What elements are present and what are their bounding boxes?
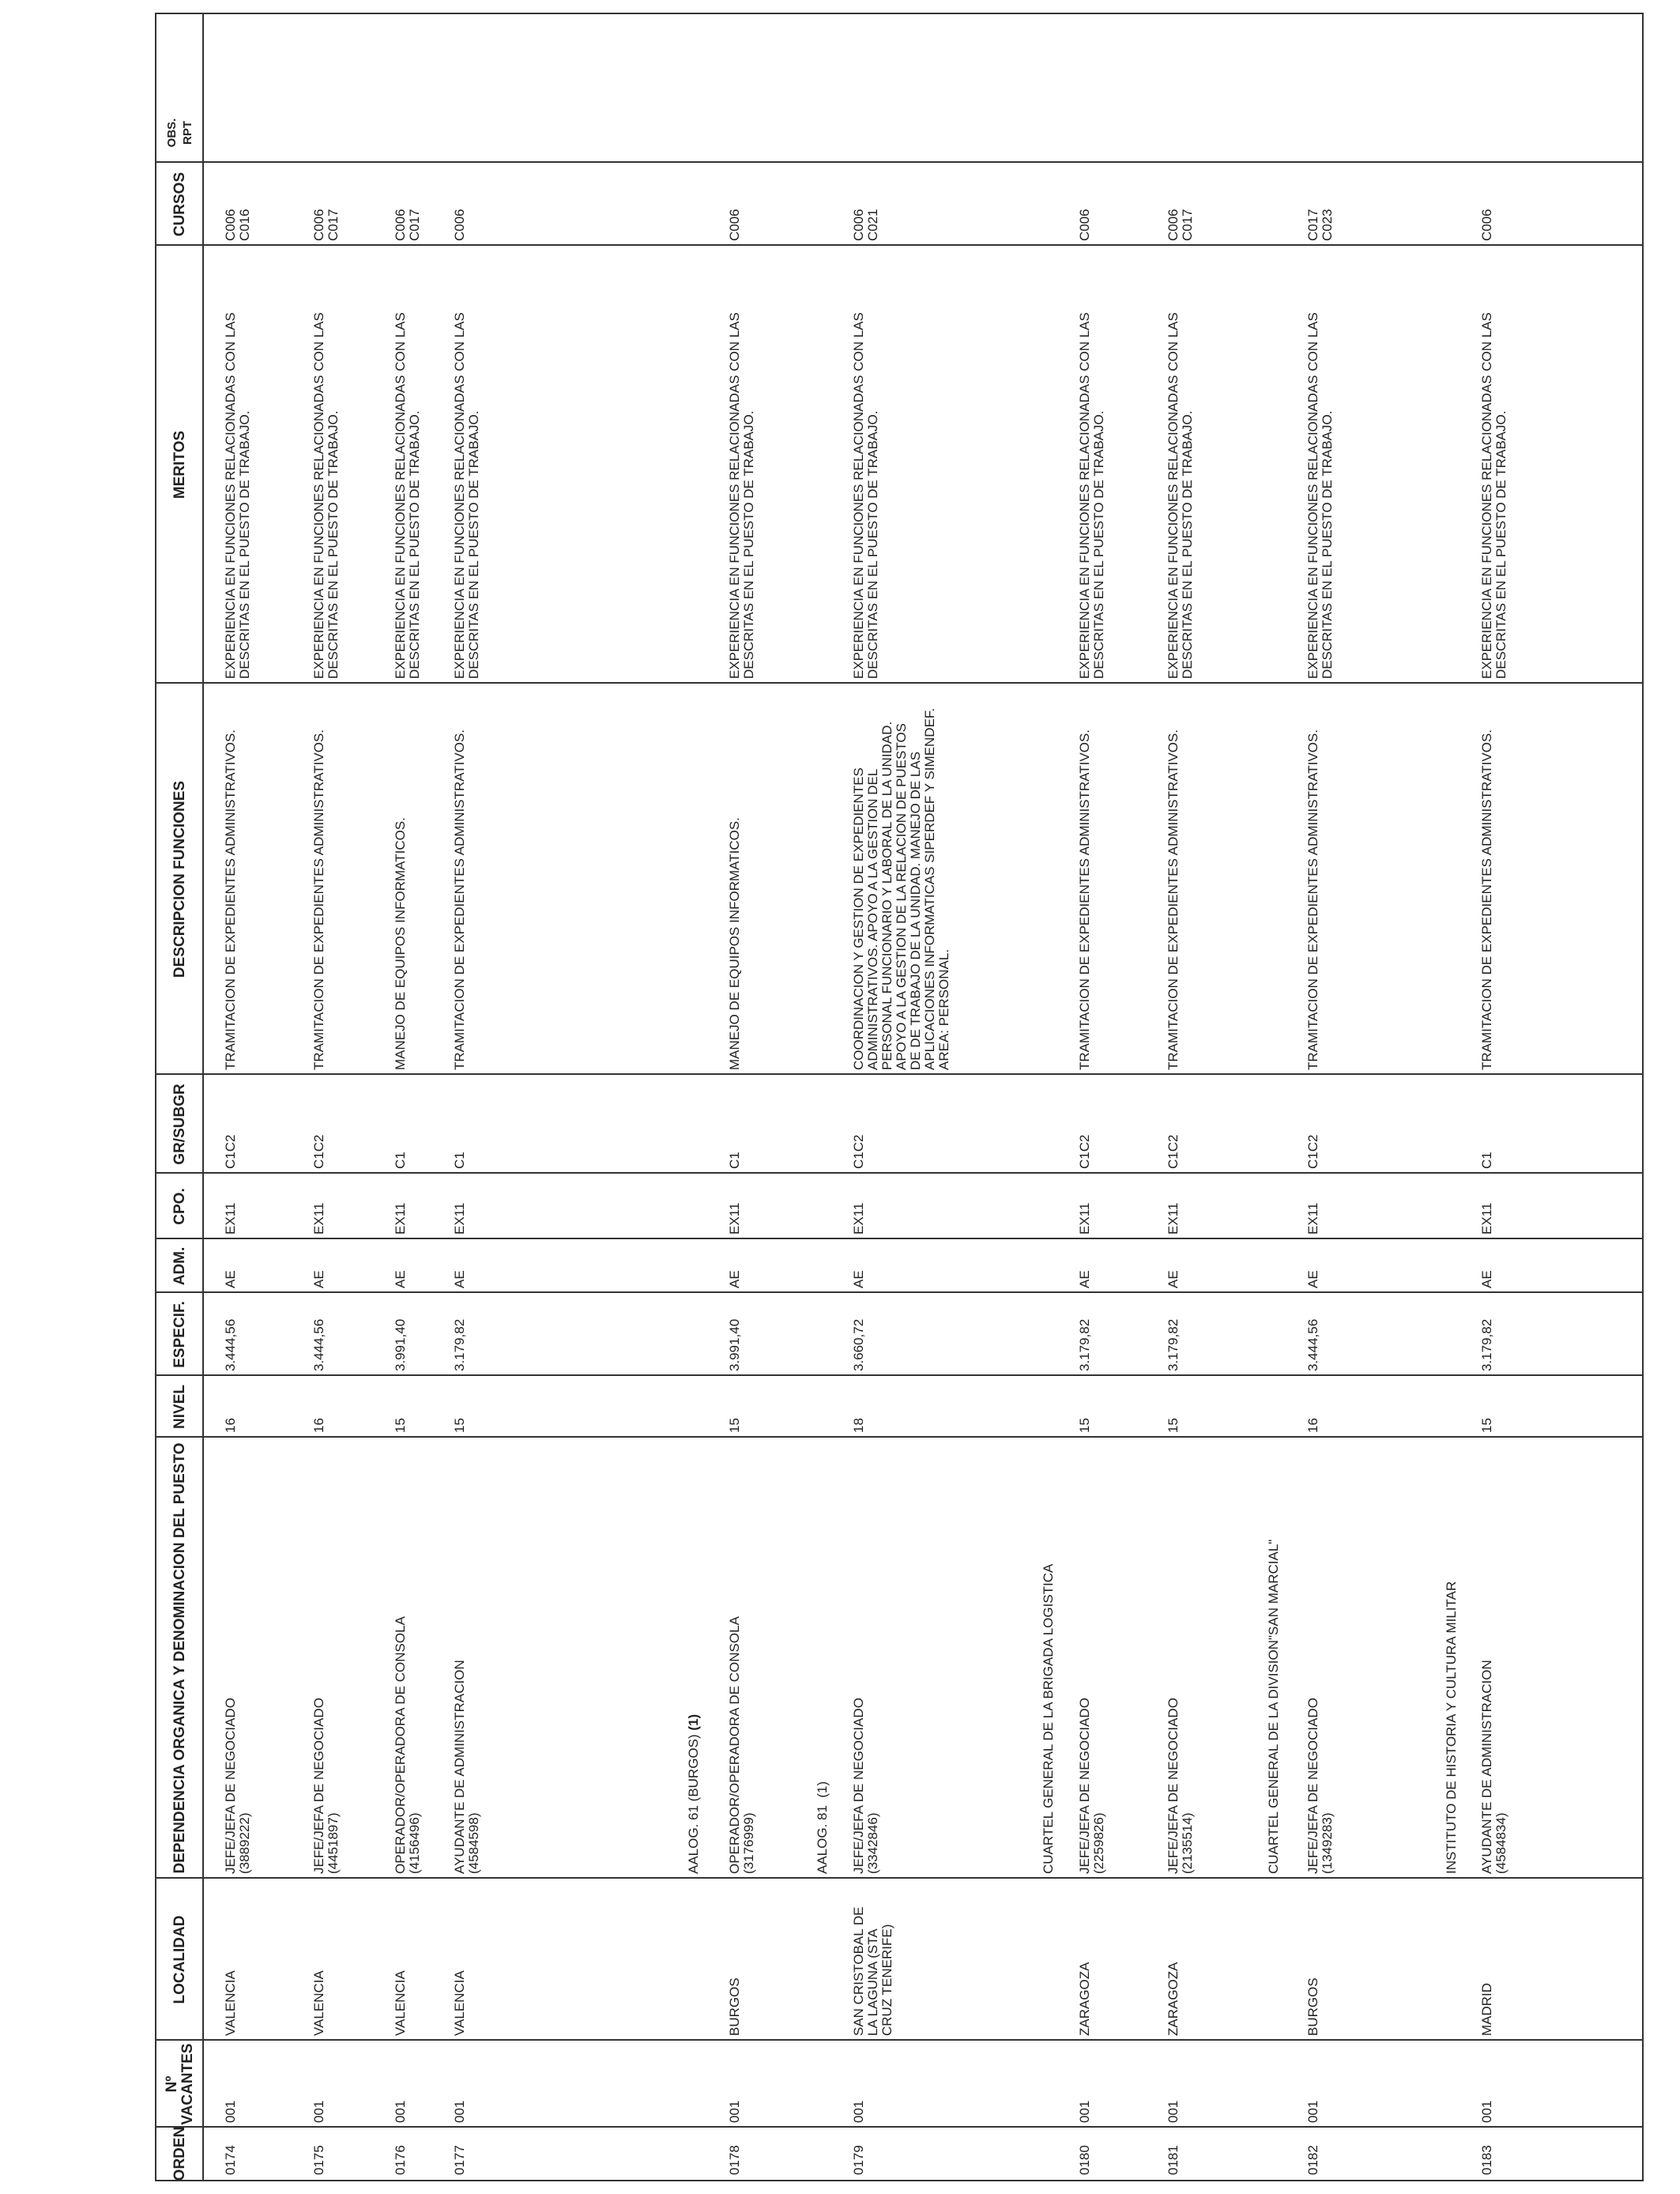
- cell-descripcion: TRAMITACION DE EXPEDIENTES ADMINISTRATIVOS.: [1077, 729, 1092, 1070]
- cell-adm: AE: [452, 1270, 467, 1288]
- cell-orden: 0177: [452, 2145, 467, 2175]
- cell-meritos: EXPERIENCIA EN FUNCIONES RELACIONADAS CON LAS DESCRITAS EN EL PUESTO DE TRABAJO.: [393, 312, 422, 679]
- cell-adm: AE: [1305, 1270, 1320, 1288]
- cell-nivel: 15: [452, 1418, 467, 1433]
- header-orden: ORDEN: [171, 2126, 188, 2181]
- cell-cpo: EX11: [851, 1202, 866, 1235]
- cell-adm: AE: [1166, 1270, 1181, 1288]
- cell-descripcion: TRAMITACION DE EXPEDIENTES ADMINISTRATIVOS.: [223, 729, 238, 1070]
- cell-adm: AE: [727, 1270, 742, 1288]
- cell-grsubgr: C1C2: [1166, 1134, 1181, 1169]
- cell-vacantes: 001: [452, 2100, 467, 2123]
- cell-orden: 0178: [727, 2145, 742, 2175]
- cell-puesto: JEFE/JEFA DE NEGOCIADO (1349283): [1305, 1698, 1335, 1874]
- cell-cursos: C006: [1479, 209, 1494, 241]
- cell-grsubgr: C1: [1479, 1152, 1494, 1169]
- cell-meritos: EXPERIENCIA EN FUNCIONES RELACIONADAS CON LAS DESCRITAS EN EL PUESTO DE TRABAJO.: [1479, 312, 1509, 679]
- cell-puesto: JEFE/JEFA DE NEGOCIADO (4451897): [311, 1698, 341, 1874]
- header-dependencia: DEPENDENCIA ORGANICA Y DENOMINACION DEL PUESTO: [171, 1442, 188, 1874]
- cell-cpo: EX11: [727, 1202, 742, 1235]
- cell-vacantes: 001: [727, 2100, 742, 2123]
- cell-adm: AE: [1077, 1270, 1092, 1288]
- cell-nivel: 16: [311, 1418, 326, 1433]
- cell-orden: 0176: [393, 2145, 408, 2175]
- group-header-aalog81-note: (1): [815, 1781, 830, 1798]
- header-localidad: LOCALIDAD: [171, 1915, 188, 2004]
- cell-descripcion: TRAMITACION DE EXPEDIENTES ADMINISTRATIVOS.: [452, 729, 467, 1070]
- cell-grsubgr: C1C2: [223, 1134, 238, 1169]
- cell-cursos: C017 C023: [1305, 209, 1335, 241]
- cell-localidad: VALENCIA: [393, 1970, 408, 2036]
- cell-nivel: 15: [727, 1418, 742, 1433]
- cell-nivel: 16: [1305, 1418, 1320, 1433]
- group-header-aalog61-note: (1): [686, 1713, 701, 1731]
- cell-grsubgr: C1C2: [851, 1134, 866, 1169]
- cell-descripcion: MANEJO DE EQUIPOS INFORMATICOS.: [727, 817, 742, 1070]
- cell-cursos: C006 C017: [311, 209, 341, 241]
- group-header-aalog61-text: AALOG. 61 (BURGOS): [686, 1734, 701, 1874]
- cell-orden: 0180: [1077, 2145, 1092, 2175]
- cell-adm: AE: [223, 1270, 238, 1288]
- cell-especif: 3.444,56: [1305, 1318, 1320, 1371]
- cell-meritos: EXPERIENCIA EN FUNCIONES RELACIONADAS CON LAS DESCRITAS EN EL PUESTO DE TRABAJO.: [452, 312, 481, 679]
- cell-orden: 0183: [1479, 2145, 1494, 2175]
- cell-nivel: 18: [851, 1418, 866, 1433]
- cell-adm: AE: [1479, 1270, 1494, 1288]
- header-grsubgr: GR/SUBGR: [171, 1084, 188, 1165]
- cell-vacantes: 001: [851, 2100, 866, 2123]
- cell-meritos: EXPERIENCIA EN FUNCIONES RELACIONADAS CON LAS DESCRITAS EN EL PUESTO DE TRABAJO.: [223, 312, 252, 679]
- cell-grsubgr: C1: [452, 1152, 467, 1169]
- group-header-aalog81: [816, 1438, 830, 1879]
- cell-especif: 3.179,82: [1166, 1318, 1181, 1371]
- cell-especif: 3.444,56: [223, 1318, 238, 1371]
- cell-vacantes: 001: [393, 2100, 408, 2123]
- cell-nivel: 15: [1166, 1418, 1181, 1433]
- cell-localidad: SAN CRISTOBAL DE LA LAGUNA (STA CRUZ TENERIFE): [851, 1906, 895, 2036]
- cell-descripcion: MANEJO DE EQUIPOS INFORMATICOS.: [393, 817, 408, 1070]
- group-header-aalog61: [687, 1438, 701, 1879]
- header-nivel: NIVEL: [171, 1385, 188, 1429]
- header-descripcion: DESCRIPCION FUNCIONES: [171, 780, 188, 978]
- cell-adm: AE: [851, 1270, 866, 1288]
- cell-orden: 0179: [851, 2145, 866, 2175]
- cell-especif: 3.179,82: [452, 1318, 467, 1371]
- cell-vacantes: 001: [1166, 2100, 1181, 2123]
- group-header-division: CUARTEL GENERAL DE LA DIVISION"SAN MARCIAL": [1266, 1539, 1281, 1874]
- cell-puesto: OPERADOR/OPERADORA DE CONSOLA (3176999): [727, 1616, 756, 1874]
- cell-vacantes: 001: [223, 2100, 238, 2123]
- cell-cpo: EX11: [452, 1202, 467, 1235]
- cell-especif: 3.179,82: [1479, 1318, 1494, 1371]
- cell-puesto: OPERADOR/OPERADORA DE CONSOLA (4156496): [393, 1616, 422, 1874]
- cell-localidad: BURGOS: [1305, 1977, 1320, 2036]
- cell-grsubgr: C1C2: [311, 1134, 326, 1169]
- cell-cpo: EX11: [1166, 1202, 1181, 1235]
- cell-puesto: JEFE/JEFA DE NEGOCIADO (2259826): [1077, 1698, 1106, 1874]
- cell-cursos: C006: [727, 209, 742, 241]
- cell-meritos: EXPERIENCIA EN FUNCIONES RELACIONADAS CON LAS DESCRITAS EN EL PUESTO DE TRABAJO.: [727, 312, 756, 679]
- personnel-table: [155, 13, 1644, 2181]
- header-adm: ADM.: [171, 1246, 188, 1286]
- cell-vacantes: 001: [311, 2100, 326, 2123]
- cell-cpo: EX11: [393, 1202, 408, 1235]
- cell-localidad: ZARAGOZA: [1166, 1962, 1181, 2036]
- cell-descripcion: TRAMITACION DE EXPEDIENTES ADMINISTRATIVOS.: [1479, 729, 1494, 1070]
- cell-meritos: EXPERIENCIA EN FUNCIONES RELACIONADAS CON LAS DESCRITAS EN EL PUESTO DE TRABAJO.: [851, 312, 880, 679]
- cell-meritos: EXPERIENCIA EN FUNCIONES RELACIONADAS CON LAS DESCRITAS EN EL PUESTO DE TRABAJO.: [1305, 312, 1335, 679]
- cell-meritos: EXPERIENCIA EN FUNCIONES RELACIONADAS CON LAS DESCRITAS EN EL PUESTO DE TRABAJO.: [1166, 312, 1195, 679]
- cell-orden: 0174: [223, 2145, 238, 2175]
- cell-descripcion: TRAMITACION DE EXPEDIENTES ADMINISTRATIVOS.: [1166, 729, 1181, 1070]
- cell-grsubgr: C1: [727, 1152, 742, 1169]
- cell-vacantes: 001: [1479, 2100, 1494, 2123]
- cell-cursos: C006: [1077, 209, 1092, 241]
- cell-localidad: VALENCIA: [223, 1970, 238, 2036]
- header-cursos: CURSOS: [171, 172, 188, 237]
- header-cpo: CPO.: [171, 1188, 188, 1225]
- cell-puesto: AYUDANTE DE ADMINISTRACION (4584598): [452, 1660, 481, 1874]
- cell-nivel: 16: [223, 1418, 238, 1433]
- cell-cpo: EX11: [311, 1202, 326, 1235]
- cell-localidad: BURGOS: [727, 1977, 742, 2036]
- cell-meritos: EXPERIENCIA EN FUNCIONES RELACIONADAS CON LAS DESCRITAS EN EL PUESTO DE TRABAJO.: [1077, 312, 1106, 679]
- cell-puesto: AYUDANTE DE ADMINISTRACION (4584834): [1479, 1660, 1509, 1874]
- cell-orden: 0182: [1305, 2145, 1320, 2175]
- cell-descripcion: TRAMITACION DE EXPEDIENTES ADMINISTRATIVOS.: [311, 729, 326, 1070]
- cell-nivel: 15: [1479, 1418, 1494, 1433]
- cell-descripcion: COORDINACION Y GESTION DE EXPEDIENTES ADMINISTRATIVOS. APOYO A LA GESTION DEL PERSONAL FUNCIONARIO Y LABORAL DE LA UNIDAD. APOYO A LA GESTION DE LA RELACION DE PUESTOS DE DE TRABAJO DE LA UNIDAD. MANEJO DE LAS APLICACIONES INFORMATICAS SIPERDEF Y SIMENDEF. AREA: PERSONAL.: [851, 707, 951, 1070]
- header-vacantes: Nº VACANTES: [164, 2043, 196, 2125]
- header-meritos: MERITOS: [171, 430, 188, 499]
- cell-cpo: EX11: [1305, 1202, 1320, 1235]
- header-obs: OBS. RPT: [165, 118, 194, 148]
- cell-cursos: C006 C017: [1166, 209, 1195, 241]
- cell-puesto: JEFE/JEFA DE NEGOCIADO (3342846): [851, 1698, 880, 1874]
- cell-especif: 3.991,40: [393, 1318, 408, 1371]
- cell-adm: AE: [393, 1270, 408, 1288]
- cell-cursos: C006 C016: [223, 209, 252, 241]
- cell-localidad: MADRID: [1479, 1982, 1494, 2036]
- cell-vacantes: 001: [1077, 2100, 1092, 2123]
- group-header-aalog81-text: AALOG. 81: [815, 1805, 830, 1874]
- cell-meritos: EXPERIENCIA EN FUNCIONES RELACIONADAS CON LAS DESCRITAS EN EL PUESTO DE TRABAJO.: [311, 312, 341, 679]
- cell-localidad: VALENCIA: [452, 1970, 467, 2036]
- cell-puesto: JEFE/JEFA DE NEGOCIADO (2135514): [1166, 1698, 1195, 1874]
- header-especif: ESPECIF.: [171, 1301, 188, 1368]
- cell-especif: 3.991,40: [727, 1318, 742, 1371]
- cell-orden: 0175: [311, 2145, 326, 2175]
- cell-especif: 3.179,82: [1077, 1318, 1092, 1371]
- cell-grsubgr: C1C2: [1305, 1134, 1320, 1169]
- cell-puesto: JEFE/JEFA DE NEGOCIADO (3889222): [223, 1698, 252, 1874]
- table-header: [156, 14, 204, 2180]
- cell-cursos: C006 C021: [851, 209, 880, 241]
- cell-especif: 3.444,56: [311, 1318, 326, 1371]
- cell-adm: AE: [311, 1270, 326, 1288]
- group-header-instituto: INSTITUTO DE HISTORIA Y CULTURA MILITAR: [1444, 1581, 1459, 1874]
- cell-nivel: 15: [393, 1418, 408, 1433]
- cell-cursos: C006 C017: [393, 209, 422, 241]
- group-header-brigada: CUARTEL GENERAL DE LA BRIGADA LOGISTICA: [1041, 1563, 1056, 1874]
- cell-orden: 0181: [1166, 2145, 1181, 2175]
- cell-especif: 3.660,72: [851, 1318, 866, 1371]
- cell-localidad: ZARAGOZA: [1077, 1962, 1092, 2036]
- cell-nivel: 15: [1077, 1418, 1092, 1433]
- cell-cpo: EX11: [1077, 1202, 1092, 1235]
- cell-cpo: EX11: [223, 1202, 238, 1235]
- cell-grsubgr: C1C2: [1077, 1134, 1092, 1169]
- cell-vacantes: 001: [1305, 2100, 1320, 2123]
- cell-descripcion: TRAMITACION DE EXPEDIENTES ADMINISTRATIVOS.: [1305, 729, 1320, 1070]
- cell-localidad: VALENCIA: [311, 1970, 326, 2036]
- cell-grsubgr: C1: [393, 1152, 408, 1169]
- cell-cpo: EX11: [1479, 1202, 1494, 1235]
- cell-cursos: C006: [452, 209, 467, 241]
